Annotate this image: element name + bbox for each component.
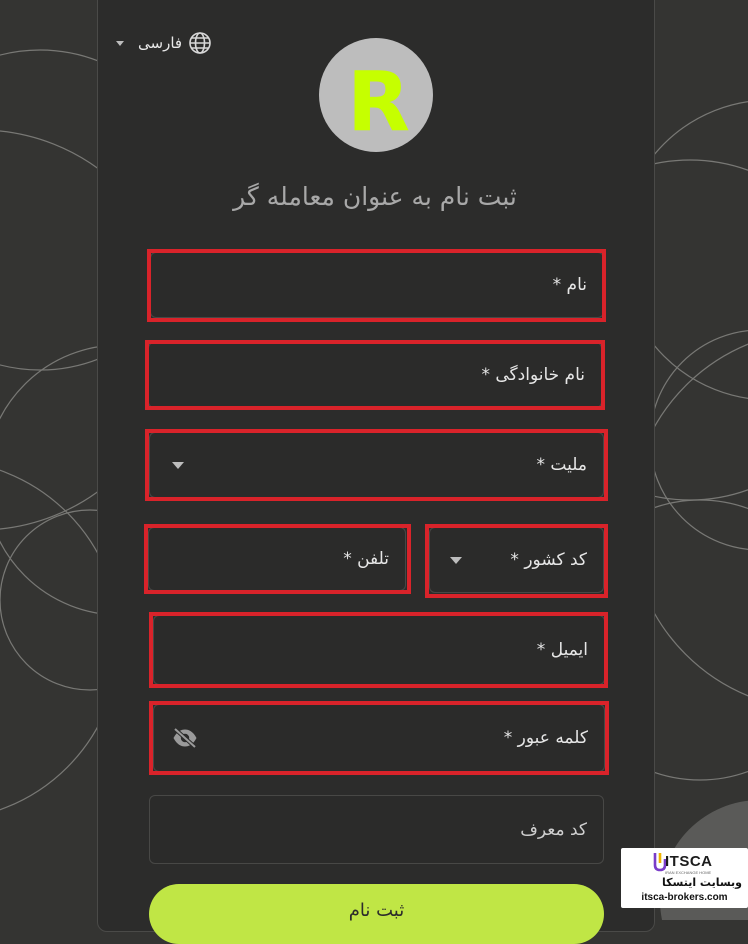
chevron-down-icon xyxy=(116,41,124,46)
chevron-down-icon xyxy=(450,557,462,564)
eye-off-icon[interactable] xyxy=(172,727,198,749)
last-name-label: نام خانوادگی * xyxy=(481,365,585,385)
register-button[interactable]: ثبت نام xyxy=(149,884,604,944)
chevron-down-icon xyxy=(172,462,184,469)
page-title: ثبت نام به عنوان معامله گر xyxy=(233,182,517,211)
watermark-brand: ITSCA xyxy=(665,853,713,870)
watermark-badge xyxy=(621,848,748,908)
first-name-field[interactable] xyxy=(150,252,604,318)
country-code-label: کد کشور * xyxy=(510,550,587,570)
watermark-tagline: IRAN EXCHANGE HOME xyxy=(665,870,712,875)
nationality-select[interactable] xyxy=(149,432,604,498)
logo-letter: R xyxy=(347,55,411,150)
password-label: کلمه عبور * xyxy=(503,728,588,748)
last-name-field[interactable] xyxy=(148,342,602,408)
email-field[interactable] xyxy=(153,615,605,685)
globe-icon xyxy=(188,31,212,55)
watermark-url: itsca-brokers.com xyxy=(641,892,728,903)
nationality-label: ملیت * xyxy=(536,455,587,475)
phone-label: تلفن * xyxy=(343,549,389,569)
language-selector[interactable] xyxy=(116,30,212,56)
referral-code-field[interactable] xyxy=(149,795,604,864)
brand-logo xyxy=(319,38,433,152)
referral-code-label: کد معرف xyxy=(520,819,587,840)
email-label: ایمیل * xyxy=(536,640,588,660)
country-code-select[interactable] xyxy=(429,527,604,593)
watermark-label: وبسایت ایتسکا xyxy=(661,876,742,889)
language-label: فارسی xyxy=(138,34,183,52)
phone-field[interactable] xyxy=(148,527,406,591)
password-field[interactable] xyxy=(153,704,605,772)
first-name-label: نام * xyxy=(552,275,587,295)
